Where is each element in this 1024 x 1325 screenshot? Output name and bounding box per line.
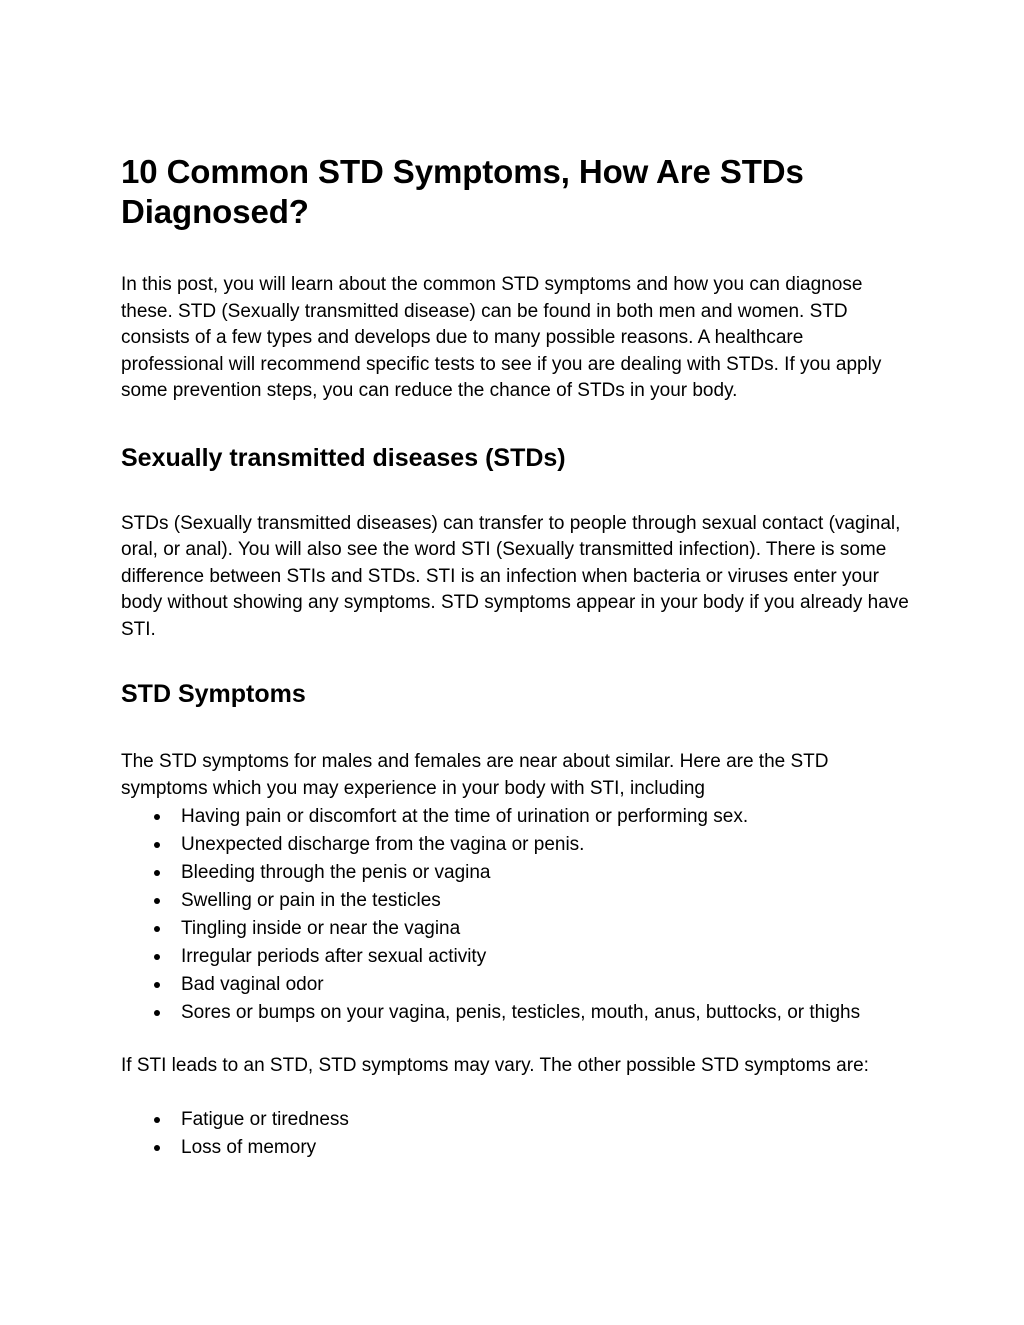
- list-item: [121, 971, 911, 999]
- list-item: [121, 803, 911, 831]
- other-symptoms-list: [121, 1106, 911, 1162]
- list-item: [121, 999, 911, 1027]
- document-page: [121, 152, 911, 1162]
- section-heading-stds: Sexually transmitted diseases (STDs): [121, 443, 566, 472]
- document-title: 10 Common STD Symptoms, How Are STDs Diagnosed?: [121, 153, 804, 230]
- list-item: [121, 915, 911, 943]
- list-item: [121, 943, 911, 971]
- bullet-icon: [154, 870, 160, 876]
- list-item-text: Irregular periods after sexual activity: [181, 946, 487, 967]
- bullet-icon: [154, 1145, 160, 1151]
- list-item: [121, 1134, 911, 1162]
- section-heading-symptoms: STD Symptoms: [121, 680, 306, 708]
- symptoms-intro-paragraph: The STD symptoms for males and females are near about similar. Here are the STD symptoms which you may experience in your body with STI, including: [121, 751, 829, 799]
- list-item-text: Bleeding through the penis or vagina: [181, 862, 491, 883]
- list-item-text: Swelling or pain in the testicles: [181, 890, 441, 911]
- list-item-text: Tingling inside or near the vagina: [181, 918, 461, 939]
- bullet-icon: [154, 954, 160, 960]
- list-item: [121, 887, 911, 915]
- intro-paragraph: In this post, you will learn about the common STD symptoms and how you can diagnose these. STD (Sexually transmitted disease) can be found in both men and women. STD consists of a few types and develops due to many possible reasons. A healthcare professional will recommend specific tests to see if you are dealing with STDs. If you apply some prevention steps, you can reduce the chance of STDs in your body.: [121, 274, 882, 401]
- list-item-text: Unexpected discharge from the vagina or penis.: [181, 834, 585, 855]
- other-symptoms-paragraph: If STI leads to an STD, STD symptoms may vary. The other possible STD symptoms are:: [121, 1055, 869, 1076]
- list-item: [121, 831, 911, 859]
- list-item: [121, 859, 911, 887]
- list-item-text: Fatigue or tiredness: [181, 1108, 349, 1130]
- bullet-icon: [154, 898, 160, 904]
- stds-paragraph: STDs (Sexually transmitted diseases) can transfer to people through sexual contact (vaginal, oral, or anal). You will also see the word STI (Sexually transmitted infection). There is some difference between STIs and STDs. STI is an infection when bacteria or viruses enter your body without showing any symptoms. STD symptoms appear in your body if you already have STI.: [121, 512, 909, 640]
- list-item: [121, 1106, 911, 1134]
- bullet-icon: [154, 1117, 160, 1123]
- list-item-text: Loss of memory: [181, 1136, 317, 1158]
- bullet-icon: [154, 926, 160, 932]
- bullet-icon: [154, 842, 160, 848]
- list-item-text: Having pain or discomfort at the time of urination or performing sex.: [181, 806, 749, 827]
- symptoms-list: [121, 803, 911, 1027]
- list-item-text: Bad vaginal odor: [181, 974, 324, 995]
- bullet-icon: [154, 982, 160, 988]
- bullet-icon: [154, 1010, 160, 1016]
- list-item-text: Sores or bumps on your vagina, penis, testicles, mouth, anus, buttocks, or thighs: [181, 1002, 861, 1023]
- bullet-icon: [154, 814, 160, 820]
